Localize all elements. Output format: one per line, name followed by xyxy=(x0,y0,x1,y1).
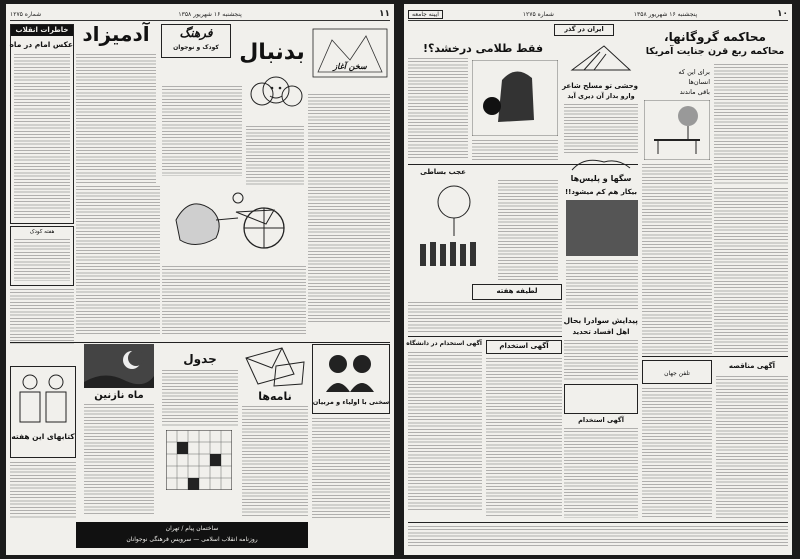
right-page-date: پنجشنبه ۱۶ شهریور ۱۳۵۸ xyxy=(633,10,698,18)
horse-illustration xyxy=(564,152,638,176)
crossword-grid xyxy=(166,430,232,490)
kids-reading-illustration xyxy=(14,370,72,428)
seal-box xyxy=(564,384,638,414)
headline-bikar: بیکار هم کم میشود!! xyxy=(564,188,638,196)
headline-ademizad: آدمیزاد xyxy=(82,22,150,46)
right-section-tag: آیینه جامعه xyxy=(408,10,443,19)
headline-estekhdam: آگهی استخدام xyxy=(499,342,549,350)
lion-chariot-illustration xyxy=(166,180,296,260)
left-page-date: پنجشنبه ۱۶ شهریور ۱۳۵۸ xyxy=(178,10,242,18)
headline-main-1: محاکمه گروگانها، xyxy=(664,30,766,44)
headline-sagha: سگها و پلیس‌ها xyxy=(570,174,632,183)
culture-section-subtitle: کودک و نوجوان xyxy=(173,44,219,51)
culture-section-label: فرهنگ xyxy=(179,26,213,40)
parents-illustration xyxy=(318,348,384,394)
notice-title: هفته کودک xyxy=(29,229,55,235)
sidebar-subtitle: عکس امام در ماه xyxy=(9,40,73,49)
headline-vahshi: وحشی تو مسلح شاعر xyxy=(562,82,638,90)
headline-peydayesh-2: اهل افساد تحدید xyxy=(572,328,630,336)
column-label: ایران در گذر xyxy=(564,25,604,33)
factory-photo xyxy=(566,200,638,256)
side-text-3: باقی ماندند xyxy=(679,88,710,96)
headline-gold: فقط طلامی درخشد؟! xyxy=(422,42,544,55)
harp-illustration xyxy=(564,40,638,80)
side-text-1: برای این که xyxy=(678,68,710,76)
headline-monaghese: آگهی مناقصه xyxy=(728,362,776,370)
headline-vahshi-2: وارو بداز آن دیری آید xyxy=(567,92,635,100)
headline-peydayesh: پیدایش سوادرا بحال xyxy=(563,316,638,325)
right-page-number: ۱۰ xyxy=(777,9,788,19)
headline-bedonbal: بدنبال xyxy=(239,40,305,65)
headline-ketabha: کتابهای این هفته xyxy=(11,432,75,441)
headline-ajab: عجب بساطی xyxy=(420,168,466,176)
left-page-number: ۱۱ xyxy=(379,9,390,19)
article-ademizad-body xyxy=(76,54,156,184)
letters-illustration xyxy=(242,344,308,388)
park-bench-illustration xyxy=(644,100,710,160)
moon-illustration xyxy=(84,344,154,388)
left-page-issue: شماره ۱۲۷۵ xyxy=(10,10,42,18)
sidebar-title: خاطرات انقلاب xyxy=(11,25,73,36)
headline-sokhan: سخنی با اولیاء و مربیان xyxy=(312,398,390,406)
headline-latifeh: لطیفه هفته xyxy=(496,287,538,295)
headline-nameha: نامه‌ها xyxy=(258,390,292,403)
footer-line-1: ساختمان پیام / تهران xyxy=(165,525,219,532)
right-newspaper-page xyxy=(404,4,792,555)
right-page-header xyxy=(408,8,788,21)
sidebar-body xyxy=(14,54,70,219)
left-newspaper-page xyxy=(6,4,394,555)
right-page-issue: شماره ۱۲۷۵ xyxy=(522,10,554,18)
left-footer-banner xyxy=(76,522,308,548)
side-text-2: انسان‌ها xyxy=(688,78,710,86)
headline-mah-naznin: ماه نازنین xyxy=(94,390,144,401)
headline-aghaz: سخن آغاز xyxy=(333,62,367,71)
crowd-illustration xyxy=(414,180,494,276)
gold-cartoon-illustration xyxy=(472,60,558,136)
headline-jadval: جدول xyxy=(183,352,217,366)
faces-illustration xyxy=(246,70,306,122)
left-page-header xyxy=(10,8,390,21)
footer-line-2: روزنامه انقلاب اسلامی — سرویس فرهنگی نوجوانان xyxy=(126,536,258,543)
headline-main-2: محاکمه ربع قرن جنایت آمریکا xyxy=(645,46,785,57)
headline-agahi-1: آگهی استخدام در دانشگاه xyxy=(406,340,482,347)
headline-agahi-2: آگهی استخدام xyxy=(578,416,624,424)
phone-caption: تلفن جهان xyxy=(664,370,690,377)
